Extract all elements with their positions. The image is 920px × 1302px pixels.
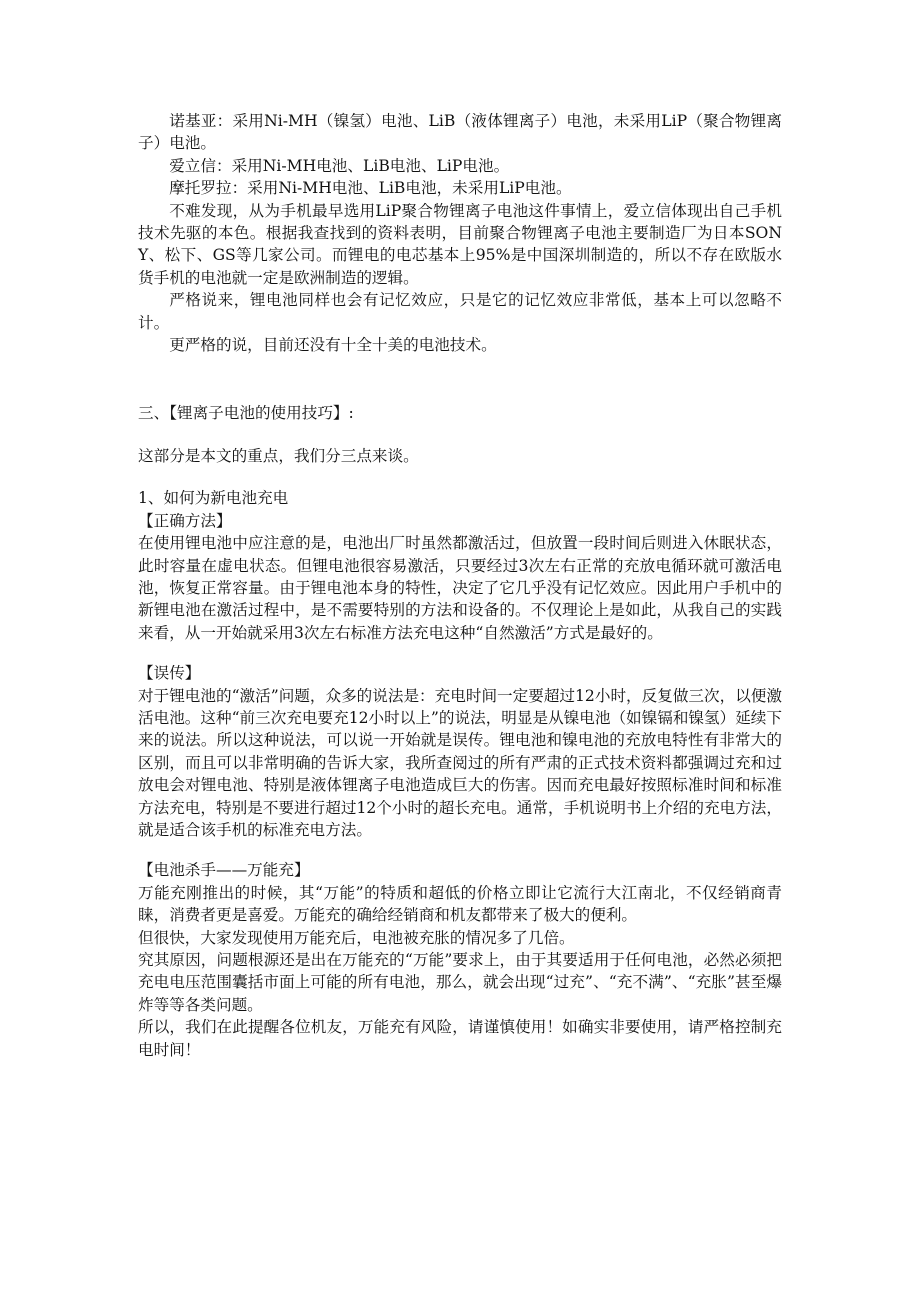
battery-killer-paragraph-4: 所以，我们在此提醒各位机友，万能充有风险，请谨慎使用！如确实非要使用，请严格控制充电时间！ — [138, 1018, 782, 1059]
myth-label: 【误传】 — [138, 664, 201, 683]
correct-method-text: 在使用锂电池中应注意的是，电池出厂时虽然都激活过，但放置一段时间后则进入休眠状态，此时容量在虚电状态。但锂电池很容易激活，只要经过3次左右正常的充放电循环就可激活电池，恢复正常容量。由于锂电池本身的特性，决定了它几乎没有记忆效应。因此用户手机中的新锂电池在激活过程中，是不需要特别的方法和设备的。不仅理论上是如此，从我自己的实践来看，从一开始就采用3次左右标准方法充电这种“自然激活”方式是最好的。 — [138, 534, 782, 642]
battery-killer-label: 【电池杀手——万能充】 — [138, 861, 310, 880]
document-body — [138, 110, 782, 1061]
paragraph-nokia: 诺基亚：采用Ni-MH（镍氢）电池、LiB（液体锂离子）电池，未采用LiP（聚合物锂离子）电池。 — [138, 112, 782, 153]
battery-killer-paragraph-2: 但很快，大家发现使用万能充后，电池被充胀的情况多了几倍。 — [138, 928, 575, 947]
paragraph-ericsson: 爱立信：采用Ni-MH电池、LiB电池、LiP电池。 — [169, 156, 510, 175]
paragraph-motorola: 摩托罗拉：采用Ni-MH电池、LiB电池，未采用LiP电池。 — [169, 179, 572, 198]
section-heading: 三、【锂离子电池的使用技巧】: — [138, 404, 354, 423]
battery-killer-paragraph-3: 究其原因，问题根源还是出在万能充的“万能”要求上，由于其要适用于任何电池，必然必须把充电电压范围囊括市面上可能的所有电池，那么，就会出现“过充”、“充不满”、“充胀”甚至爆炸等等各类问题。 — [138, 951, 782, 1014]
spacer — [138, 644, 782, 662]
myth-text: 对于锂电池的“激活”问题，众多的说法是：充电时间一定要超过12小时，反复做三次，以便激活电池。这种“前三次充电要充12小时以上”的说法，明显是从镍电池（如镍镉和镍氢）延续下来的说法。所以这种说法，可以说一开始就是误传。锂电池和镍电池的充放电特性有非常大的区别，而且可以非常明确的告诉大家，我所查阅过的所有严肃的正式技术资料都强调过充和过放电会对锂电池、特别是液体锂离子电池造成巨大的伤害。因而充电最好按照标准时间和标准方法充电，特别是不要进行超过12个小时的超长充电。通常，手机说明书上介绍的充电方法，就是适合该手机的标准充电方法。 — [138, 686, 782, 839]
item-title: 1、如何为新电池充电 — [138, 489, 289, 508]
spacer — [138, 467, 782, 487]
paragraph-no-perfect-tech: 更严格的说，目前还没有十全十美的电池技术。 — [169, 336, 497, 355]
paragraph-analysis: 不难发现，从为手机最早选用LiP聚合物锂离子电池这件事情上，爱立信体现出自己手机技术先驱的本色。根据我查找到的资料表明，目前聚合物锂离子电池主要制造厂为日本SONY、松下、GS等几家公司。而锂电的电芯基本上95%是中国深圳制造的，所以不存在欧版水货手机的电池就一定是欧洲制造的逻辑。 — [138, 201, 782, 287]
spacer — [138, 356, 782, 402]
paragraph-memory-effect: 严格说来，锂电池同样也会有记忆效应，只是它的记忆效应非常低，基本上可以忽略不计。 — [138, 291, 782, 332]
spacer — [138, 425, 782, 445]
correct-method-label: 【正确方法】 — [138, 511, 232, 530]
section-lead: 这部分是本文的重点，我们分三点来谈。 — [138, 446, 419, 465]
spacer — [138, 841, 782, 859]
battery-killer-paragraph-1: 万能充刚推出的时候，其“万能”的特质和超低的价格立即让它流行大江南北，不仅经销商青睐，消费者更是喜爱。万能充的确给经销商和机友都带来了极大的便利。 — [138, 883, 782, 925]
